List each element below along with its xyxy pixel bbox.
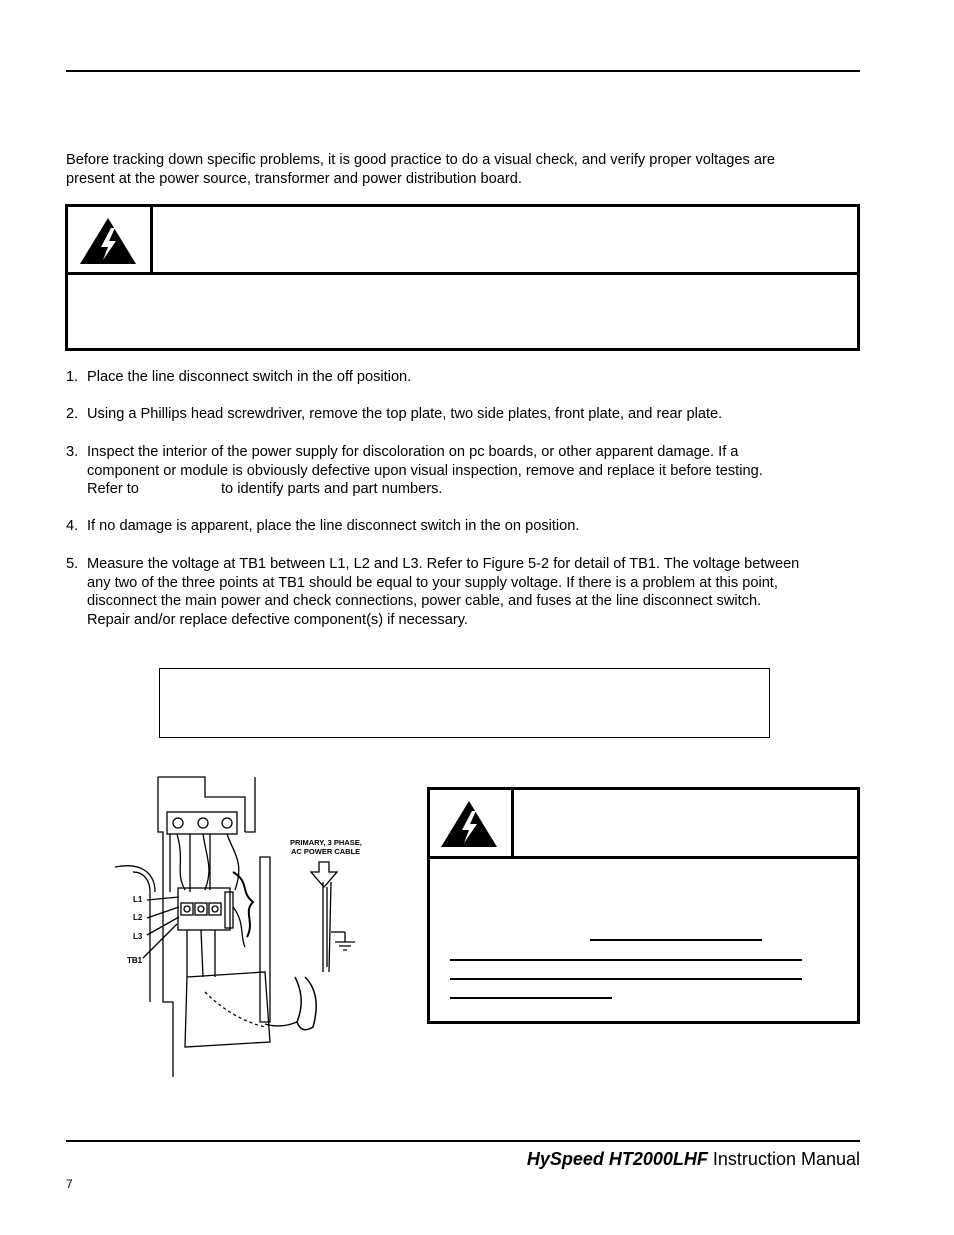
footer-rule (66, 1140, 860, 1142)
list-item-3: 3. Inspect the interior of the power supply for discoloration on pc boards, or other apparent damage. If a component or module is obviously defective upon visual inspection, remove and replace it before testing. Refer to to identify parts and part numbers. (66, 444, 763, 497)
intro-line-2: present at the power source, transformer and power distribution board. (66, 171, 522, 187)
list-item-5: 5. Measure the voltage at TB1 between L1, L2 and L3. Refer to Figure 5-2 for detail of TB1. The voltage between any two of the three points at TB1 should be equal to your supply voltage. If there is a problem at this point, disconnect the main power and check connections, power cable, and fuses at the line disconnect switch. Repair and/or replace defective component(s) if necessary. (66, 556, 800, 628)
warning-2-underline-4 (450, 997, 612, 999)
fig-label-l2: L2 (133, 913, 143, 922)
warning-2-underline-3 (450, 978, 802, 980)
fig-label-cable-1: PRIMARY, 3 PHASE, (290, 838, 362, 847)
warning-box-2 (427, 787, 860, 1024)
header-rule (66, 70, 860, 72)
warning-icon-cell (68, 207, 153, 272)
footer-title (527, 1149, 860, 1170)
footer-brand: HySpeed HT2000LHF (526, 1149, 708, 1169)
fig-label-l1: L1 (133, 895, 143, 904)
fig-label-cable-2: AC POWER CABLE (291, 847, 361, 856)
warning-box-header (68, 207, 857, 275)
warning-box-2-header (430, 790, 857, 859)
tb1-wiring-figure (115, 772, 375, 1082)
warning-2-underline-2 (450, 959, 802, 961)
fig-label-l3: L3 (133, 932, 143, 941)
high-voltage-warning-icon (439, 799, 499, 849)
intro-line-1: Before tracking down specific problems, it is good practice to do a visual check, and verify proper voltages are (66, 152, 775, 168)
note-box (159, 668, 770, 738)
page-number: 7 (66, 1177, 73, 1191)
fig-label-tb1: TB1 (127, 956, 143, 965)
warning-2-underline-1 (590, 939, 762, 941)
warning-box (65, 204, 860, 351)
footer-suffix: Instruction Manual (707, 1149, 860, 1169)
warning-icon-cell-2 (430, 790, 514, 856)
high-voltage-warning-icon (78, 216, 138, 266)
